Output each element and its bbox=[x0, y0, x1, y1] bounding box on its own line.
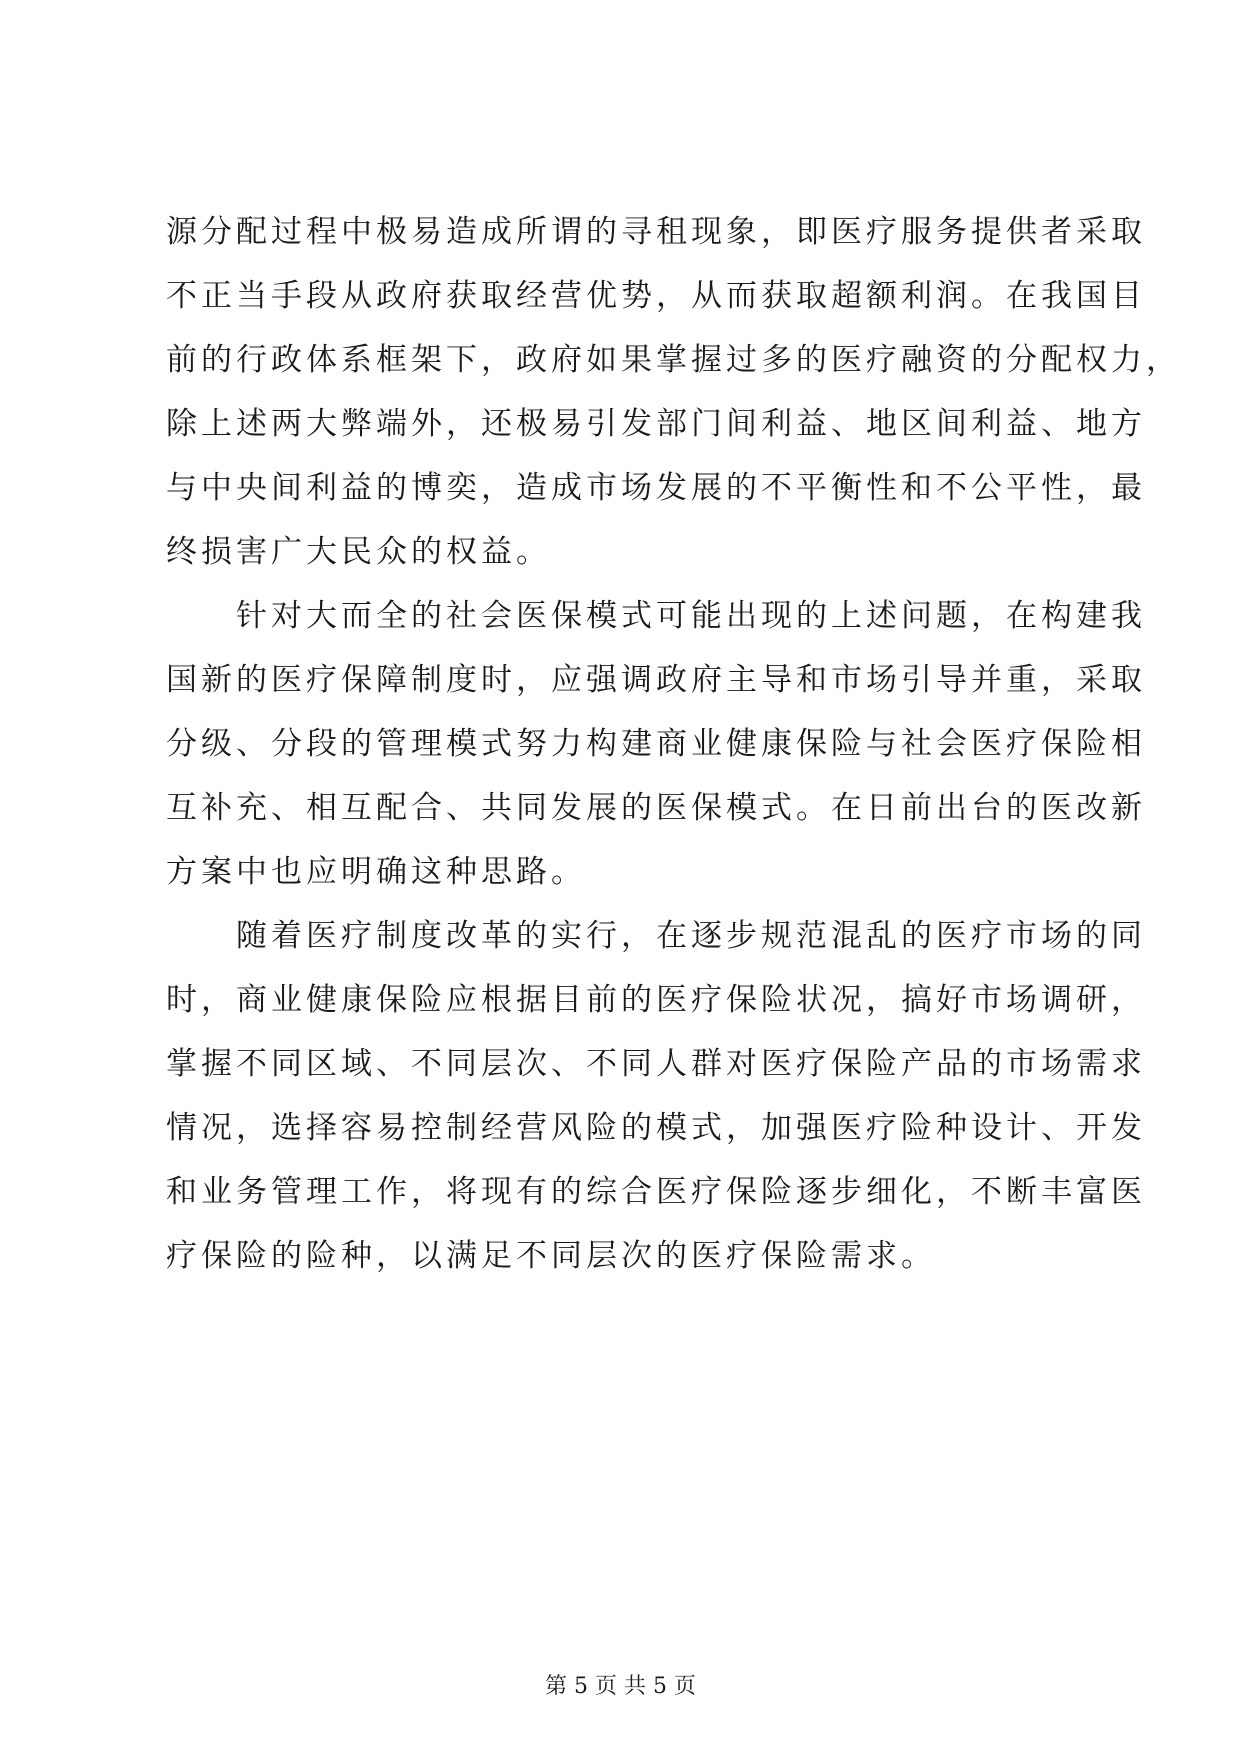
page-number-footer: 第 5 页 共 5 页 bbox=[545, 1674, 696, 1699]
text-line: 疗保险的险种，以满足不同层次的医疗保险需求。 bbox=[166, 1238, 936, 1274]
text-line: 不正当手段从政府获取经营优势，从而获取超额利润。在我国目 bbox=[166, 278, 1146, 314]
text-line: 源分配过程中极易造成所谓的寻租现象，即医疗服务提供者采取 bbox=[166, 214, 1146, 250]
body-text bbox=[166, 200, 1181, 1288]
text-line: 时，商业健康保险应根据目前的医疗保险状况，搞好市场调研， bbox=[166, 982, 1146, 1018]
text-line: 随着医疗制度改革的实行，在逐步规范混乱的医疗市场的同 bbox=[166, 918, 1146, 954]
text-line: 方案中也应明确这种思路。 bbox=[166, 854, 586, 890]
text-line: 除上述两大弊端外，还极易引发部门间利益、地区间利益、地方 bbox=[166, 406, 1146, 442]
text-line: 与中央间利益的博奕，造成市场发展的不平衡性和不公平性，最 bbox=[166, 470, 1146, 506]
text-line: 终损害广大民众的权益。 bbox=[166, 534, 551, 570]
text-line: 国新的医疗保障制度时，应强调政府主导和市场引导并重，采取 bbox=[166, 662, 1146, 698]
text-line: 互补充、相互配合、共同发展的医保模式。在日前出台的医改新 bbox=[166, 790, 1146, 826]
text-line: 针对大而全的社会医保模式可能出现的上述问题，在构建我 bbox=[166, 598, 1146, 634]
text-line: 前的行政体系框架下，政府如果掌握过多的医疗融资的分配权力， bbox=[166, 342, 1181, 378]
text-line: 分级、分段的管理模式努力构建商业健康保险与社会医疗保险相 bbox=[166, 726, 1146, 762]
text-line: 掌握不同区域、不同层次、不同人群对医疗保险产品的市场需求 bbox=[166, 1046, 1146, 1082]
text-line: 和业务管理工作，将现有的综合医疗保险逐步细化，不断丰富医 bbox=[166, 1174, 1146, 1210]
text-line: 情况，选择容易控制经营风险的模式，加强医疗险种设计、开发 bbox=[166, 1110, 1146, 1146]
